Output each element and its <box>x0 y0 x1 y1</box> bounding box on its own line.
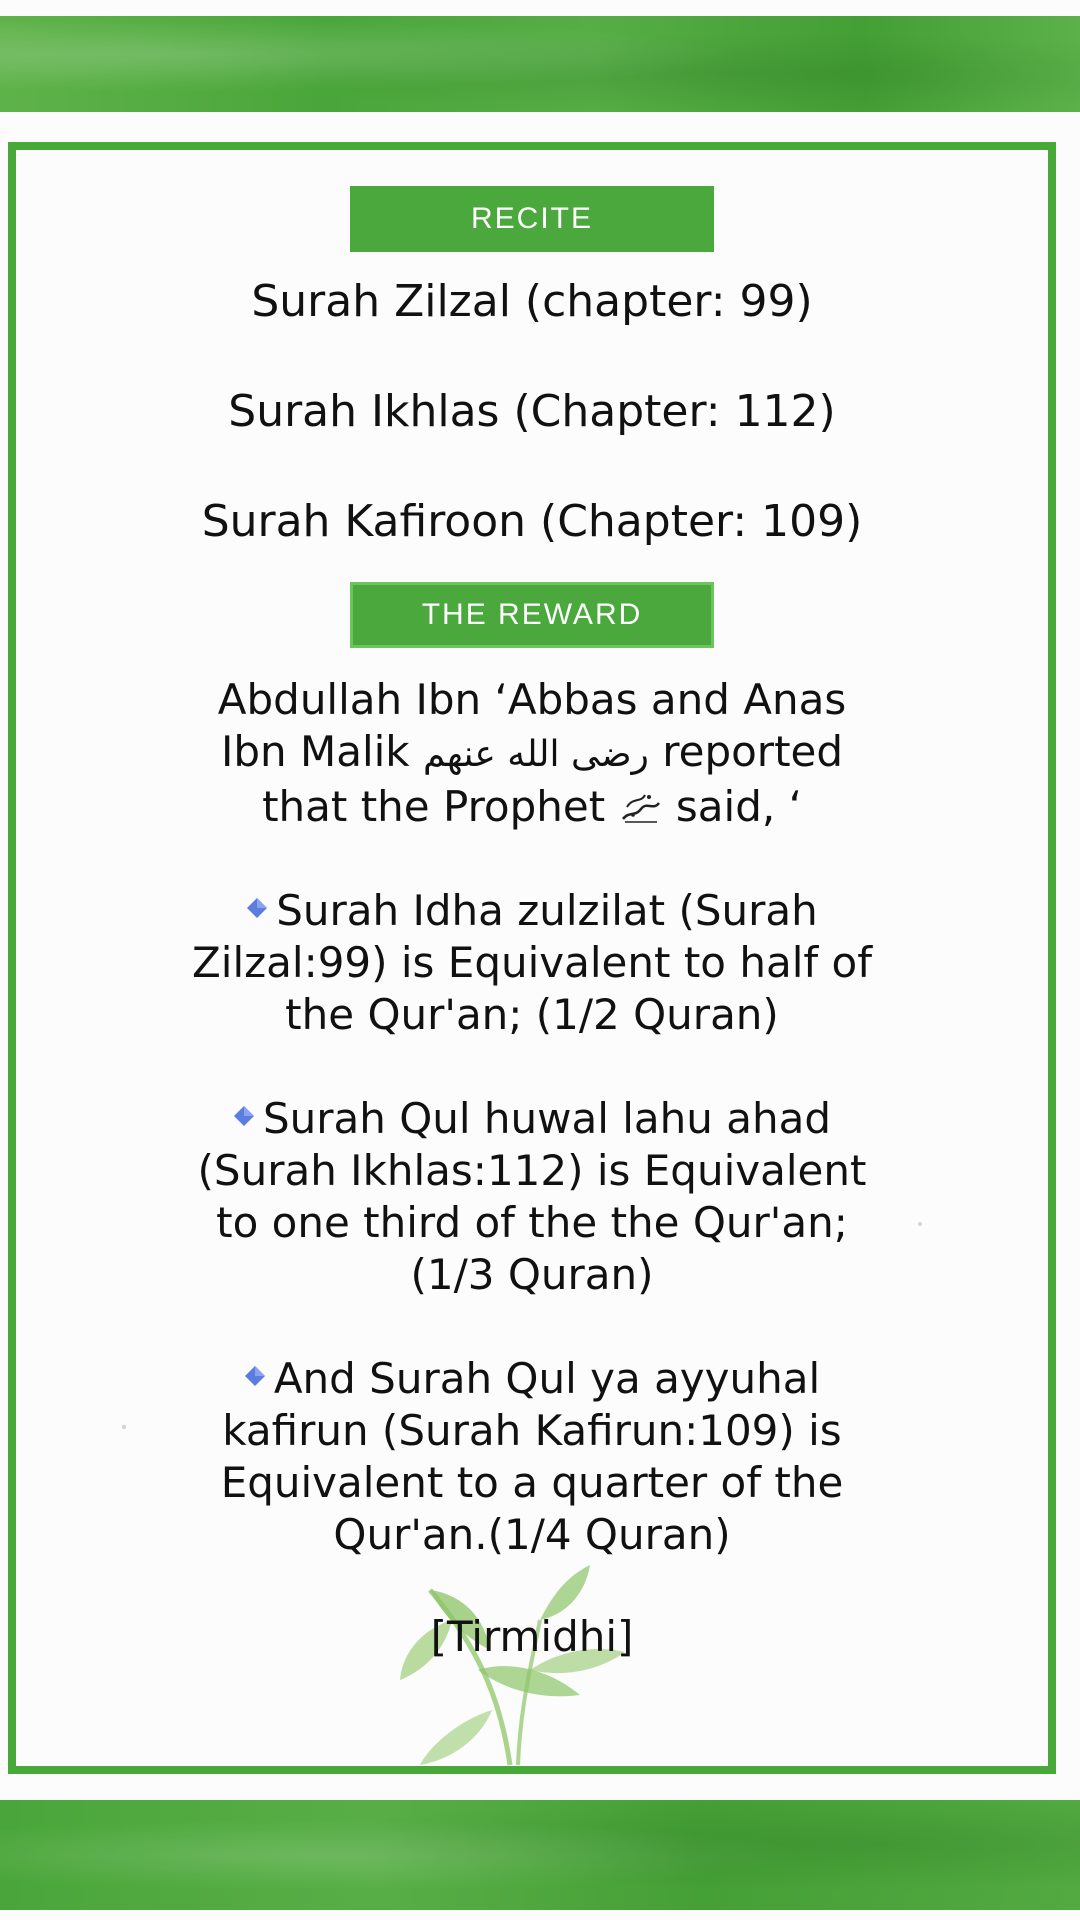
pbuh-calligraphy-icon <box>619 789 663 825</box>
hadith-intro <box>182 674 882 833</box>
surah-ikhlas: Surah Ikhlas (Chapter: 112) <box>228 386 836 437</box>
intro-text-3: said, ‘ <box>662 782 802 831</box>
surah-kafiroon: Surah Kafiroon (Chapter: 109) <box>201 496 863 547</box>
main-content <box>16 150 1048 1705</box>
paper-speck <box>918 1222 922 1226</box>
top-green-band <box>0 16 1080 112</box>
bottom-green-band <box>0 1800 1080 1910</box>
hadith-source: [Tirmidhi] <box>430 1612 634 1661</box>
reward-tag: THE REWARD <box>350 582 714 648</box>
surah-zilzal: Surah Zilzal (chapter: 99) <box>251 276 813 327</box>
reward-point-ikhlas: Surah Qul huwal lahu ahad (Surah Ikhlas:112) is Equivalent to one third of the the Qur'an; (1/3 Quran) <box>197 1094 867 1299</box>
intro-text-2: reported that the Prophet <box>262 727 844 831</box>
leaf-branch-icon <box>390 1560 640 1770</box>
reward-point-kafirun: And Surah Qul ya ayyuhal kafirun (Surah Kafirun:109) is Equivalent to a quarter of the Qur'an.(1/4 Quran) <box>220 1354 844 1559</box>
arabic-honorific: رضى الله عنهم <box>422 734 649 775</box>
reward-point-zilzal: Surah Idha zulzilat (Surah Zilzal:99) is Equivalent to half of the Qur'an; (1/2 Quran) <box>192 886 872 1039</box>
recite-tag: RECITE <box>350 186 714 252</box>
blue-diamond-icon <box>244 1365 266 1387</box>
intro-text-1: Abdullah Ibn ‘Abbas and Anas Ibn Malik <box>217 675 847 776</box>
blue-diamond-icon <box>246 897 268 919</box>
paper-speck <box>122 1425 126 1429</box>
blue-diamond-icon <box>233 1105 255 1127</box>
